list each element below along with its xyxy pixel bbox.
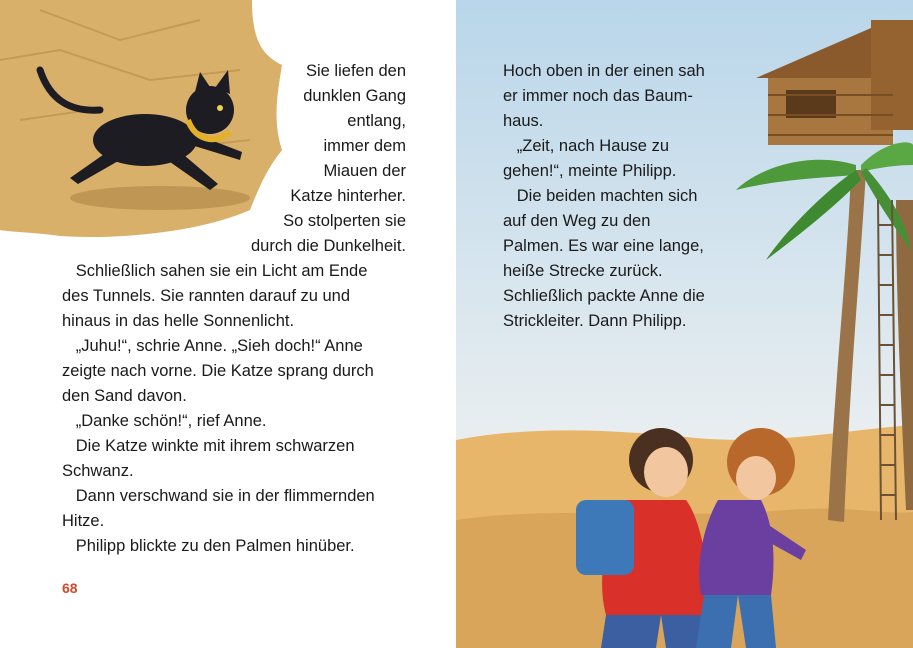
right-line: Hoch oben in der einen sah bbox=[503, 62, 705, 80]
left-page bbox=[0, 0, 456, 648]
body-line: Schließlich sahen sie ein Licht am Ende bbox=[62, 262, 368, 280]
wrap-line: Sie liefen den bbox=[306, 62, 406, 80]
right-line: Palmen. Es war eine lange, bbox=[503, 237, 704, 255]
body-line: Hitze. bbox=[62, 512, 105, 530]
body-line: „Danke schön!“, rief Anne. bbox=[62, 412, 267, 430]
body-line: des Tunnels. Sie rannten darauf zu und bbox=[62, 287, 351, 305]
right-line: Strickleiter. Dann Philipp. bbox=[503, 312, 687, 330]
right-line: Schließlich packte Anne die bbox=[503, 287, 705, 305]
wrap-line: So stolperten sie bbox=[283, 212, 406, 230]
right-line: Die beiden machten sich bbox=[503, 187, 698, 205]
wrap-line: entlang, bbox=[347, 112, 406, 130]
body-line: hinaus in das helle Sonnenlicht. bbox=[62, 312, 295, 330]
right-line: auf den Weg zu den bbox=[503, 212, 651, 230]
right-line: heiße Strecke zurück. bbox=[503, 262, 663, 280]
right-line: gehen!“, meinte Philipp. bbox=[503, 162, 677, 180]
body-line: Schwanz. bbox=[62, 462, 134, 480]
cat-shadow bbox=[70, 186, 250, 210]
wrap-line: dunklen Gang bbox=[303, 87, 406, 105]
body-line: Dann verschwand sie in der flimmernden bbox=[62, 487, 375, 505]
body-line: Philipp blickte zu den Palmen hinüber. bbox=[62, 537, 355, 555]
wrap-line: Katze hinterher. bbox=[290, 187, 406, 205]
right-line: er immer noch das Baum- bbox=[503, 87, 693, 105]
right-line: „Zeit, nach Hause zu bbox=[503, 137, 669, 155]
cat-illustration bbox=[0, 0, 300, 250]
body-line: Die Katze winkte mit ihrem schwarzen bbox=[62, 437, 355, 455]
right-line: haus. bbox=[503, 112, 544, 130]
wrap-line: immer dem bbox=[323, 137, 406, 155]
wrap-line: Miauen der bbox=[323, 162, 406, 180]
body-line: „Juhu!“, schrie Anne. „Sieh doch!“ Anne bbox=[62, 337, 363, 355]
body-line: zeigte nach vorne. Die Katze sprang durch bbox=[62, 362, 374, 380]
body-line: den Sand davon. bbox=[62, 387, 187, 405]
right-page bbox=[456, 0, 913, 648]
wrap-line: durch die Dunkelheit. bbox=[250, 237, 406, 255]
page-number: 68 bbox=[62, 580, 78, 596]
